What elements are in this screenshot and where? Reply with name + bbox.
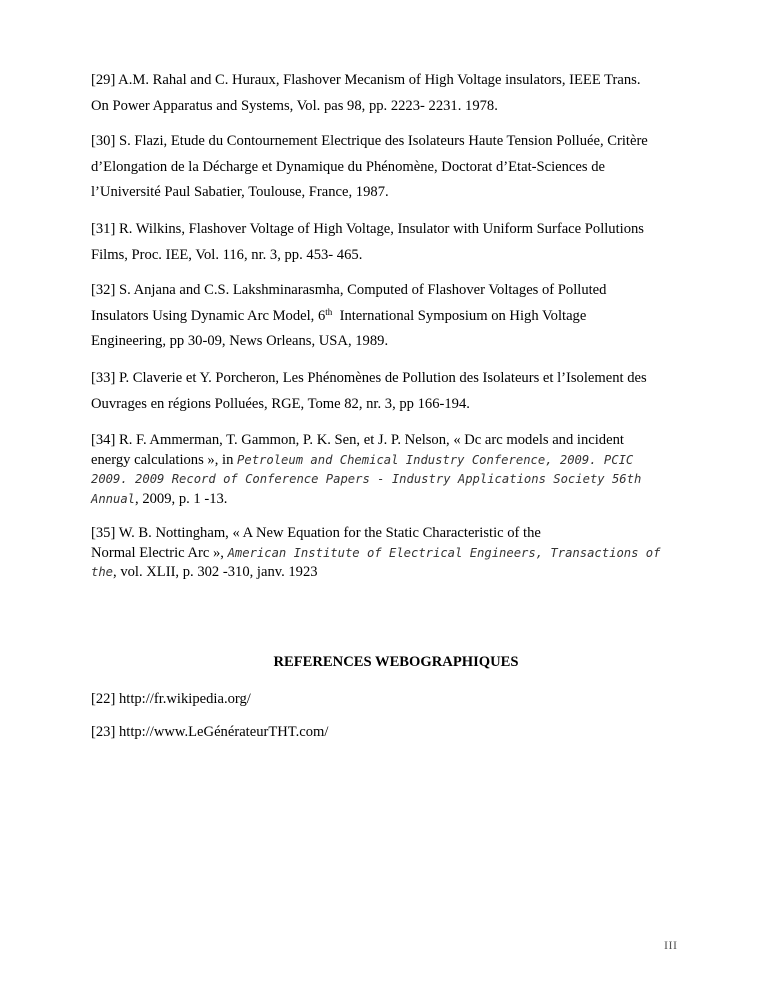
reference-32-line-2 [91, 304, 691, 330]
reference-32-line-3: Engineering, pp 30-09, News Orleans, USA, 1989. [91, 333, 389, 349]
page-number: III [664, 938, 678, 952]
reference-31-line-2: Films, Proc. IEE, Vol. 116, nr. 3, pp. 453- 465. [91, 246, 363, 263]
reference-34-line-2-text: energy calculations », in [91, 451, 238, 468]
reference-34-journal-title: Petroleum and Chemical Industry Conference, 2009. PCIC [237, 452, 634, 467]
webography-item-22: [22] http://fr.wikipedia.org/ [91, 691, 251, 707]
reference-29-line-2: On Power Apparatus and Systems, Vol. pas 98, pp. 2223- 2231. 1978. [91, 97, 498, 114]
reference-32 [91, 278, 691, 355]
reference-31-line-1: [31] R. Wilkins, Flashover Voltage of High Voltage, Insulator with Uniform Surface Pollutions [91, 221, 644, 237]
reference-35 [91, 524, 691, 583]
reference-33 [91, 366, 691, 417]
reference-35-line-3 [91, 563, 691, 583]
reference-32-line-2-end: International Symposium on High Voltage [332, 307, 587, 324]
reference-34-line-1: [34] R. F. Ammerman, T. Gammon, P. K. Sen, et J. P. Nelson, « Dc arc models and incident [91, 432, 624, 448]
webography-heading: REFERENCES WEBOGRAPHIQUES [273, 654, 519, 670]
reference-31 [91, 217, 691, 268]
reference-32-line-2-start: Insulators Using Dynamic Arc Model, 6 [91, 307, 326, 324]
reference-30-line-3: l’Université Paul Sabatier, Toulouse, France, 1987. [91, 184, 389, 200]
reference-35-journal-title-end: the [91, 565, 114, 579]
reference-29 [91, 68, 691, 119]
reference-35-line-1: [35] W. B. Nottingham, « A New Equation for the Static Characteristic of the [91, 525, 541, 541]
reference-35-line-3-text: , vol. XLII, p. 302 -310, janv. 1923 [113, 564, 318, 580]
reference-32-line-1: [32] S. Anjana and C.S. Lakshminarasmha, Computed of Flashover Voltages of Polluted [91, 282, 607, 298]
ordinal-superscript: th [325, 306, 333, 317]
webography-item-23: [23] http://www.LeGénérateurTHT.com/ [91, 724, 329, 740]
reference-34-line-2 [91, 451, 691, 471]
reference-35-line-2 [91, 544, 691, 564]
reference-34-line-3: 2009. 2009 Record of Conference Papers - Industry Applications Society 56th [91, 472, 642, 486]
reference-33-line-2: Ouvrages en régions Polluées, RGE, Tome 82, nr. 3, pp 166-194. [91, 395, 470, 412]
reference-30 [91, 129, 691, 206]
reference-34-line-4-text: , 2009, p. 1 -13. [135, 490, 228, 507]
reference-30-line-2: d’Elongation de la Décharge et Dynamique du Phénomène, Doctorat d’Etat-Sciences de [91, 158, 605, 175]
reference-35-journal-title: American Institute of Electrical Engineers, Transactions of [227, 545, 661, 560]
reference-34-journal-title-end: Annual [91, 491, 136, 506]
reference-33-line-1: [33] P. Claverie et Y. Porcheron, Les Phénomènes de Pollution des Isolateurs et l’Isolement des [91, 370, 647, 386]
reference-34 [91, 431, 691, 509]
reference-34-line-4 [91, 490, 691, 510]
reference-35-line-2-text: Normal Electric Arc », [91, 544, 228, 561]
reference-29-line-1: [29] A.M. Rahal and C. Huraux, Flashover Mecanism of High Voltage insulators, IEEE Trans. [91, 72, 641, 88]
reference-30-line-1: [30] S. Flazi, Etude du Contournement Electrique des Isolateurs Haute Tension Polluée, Critère [91, 133, 648, 149]
